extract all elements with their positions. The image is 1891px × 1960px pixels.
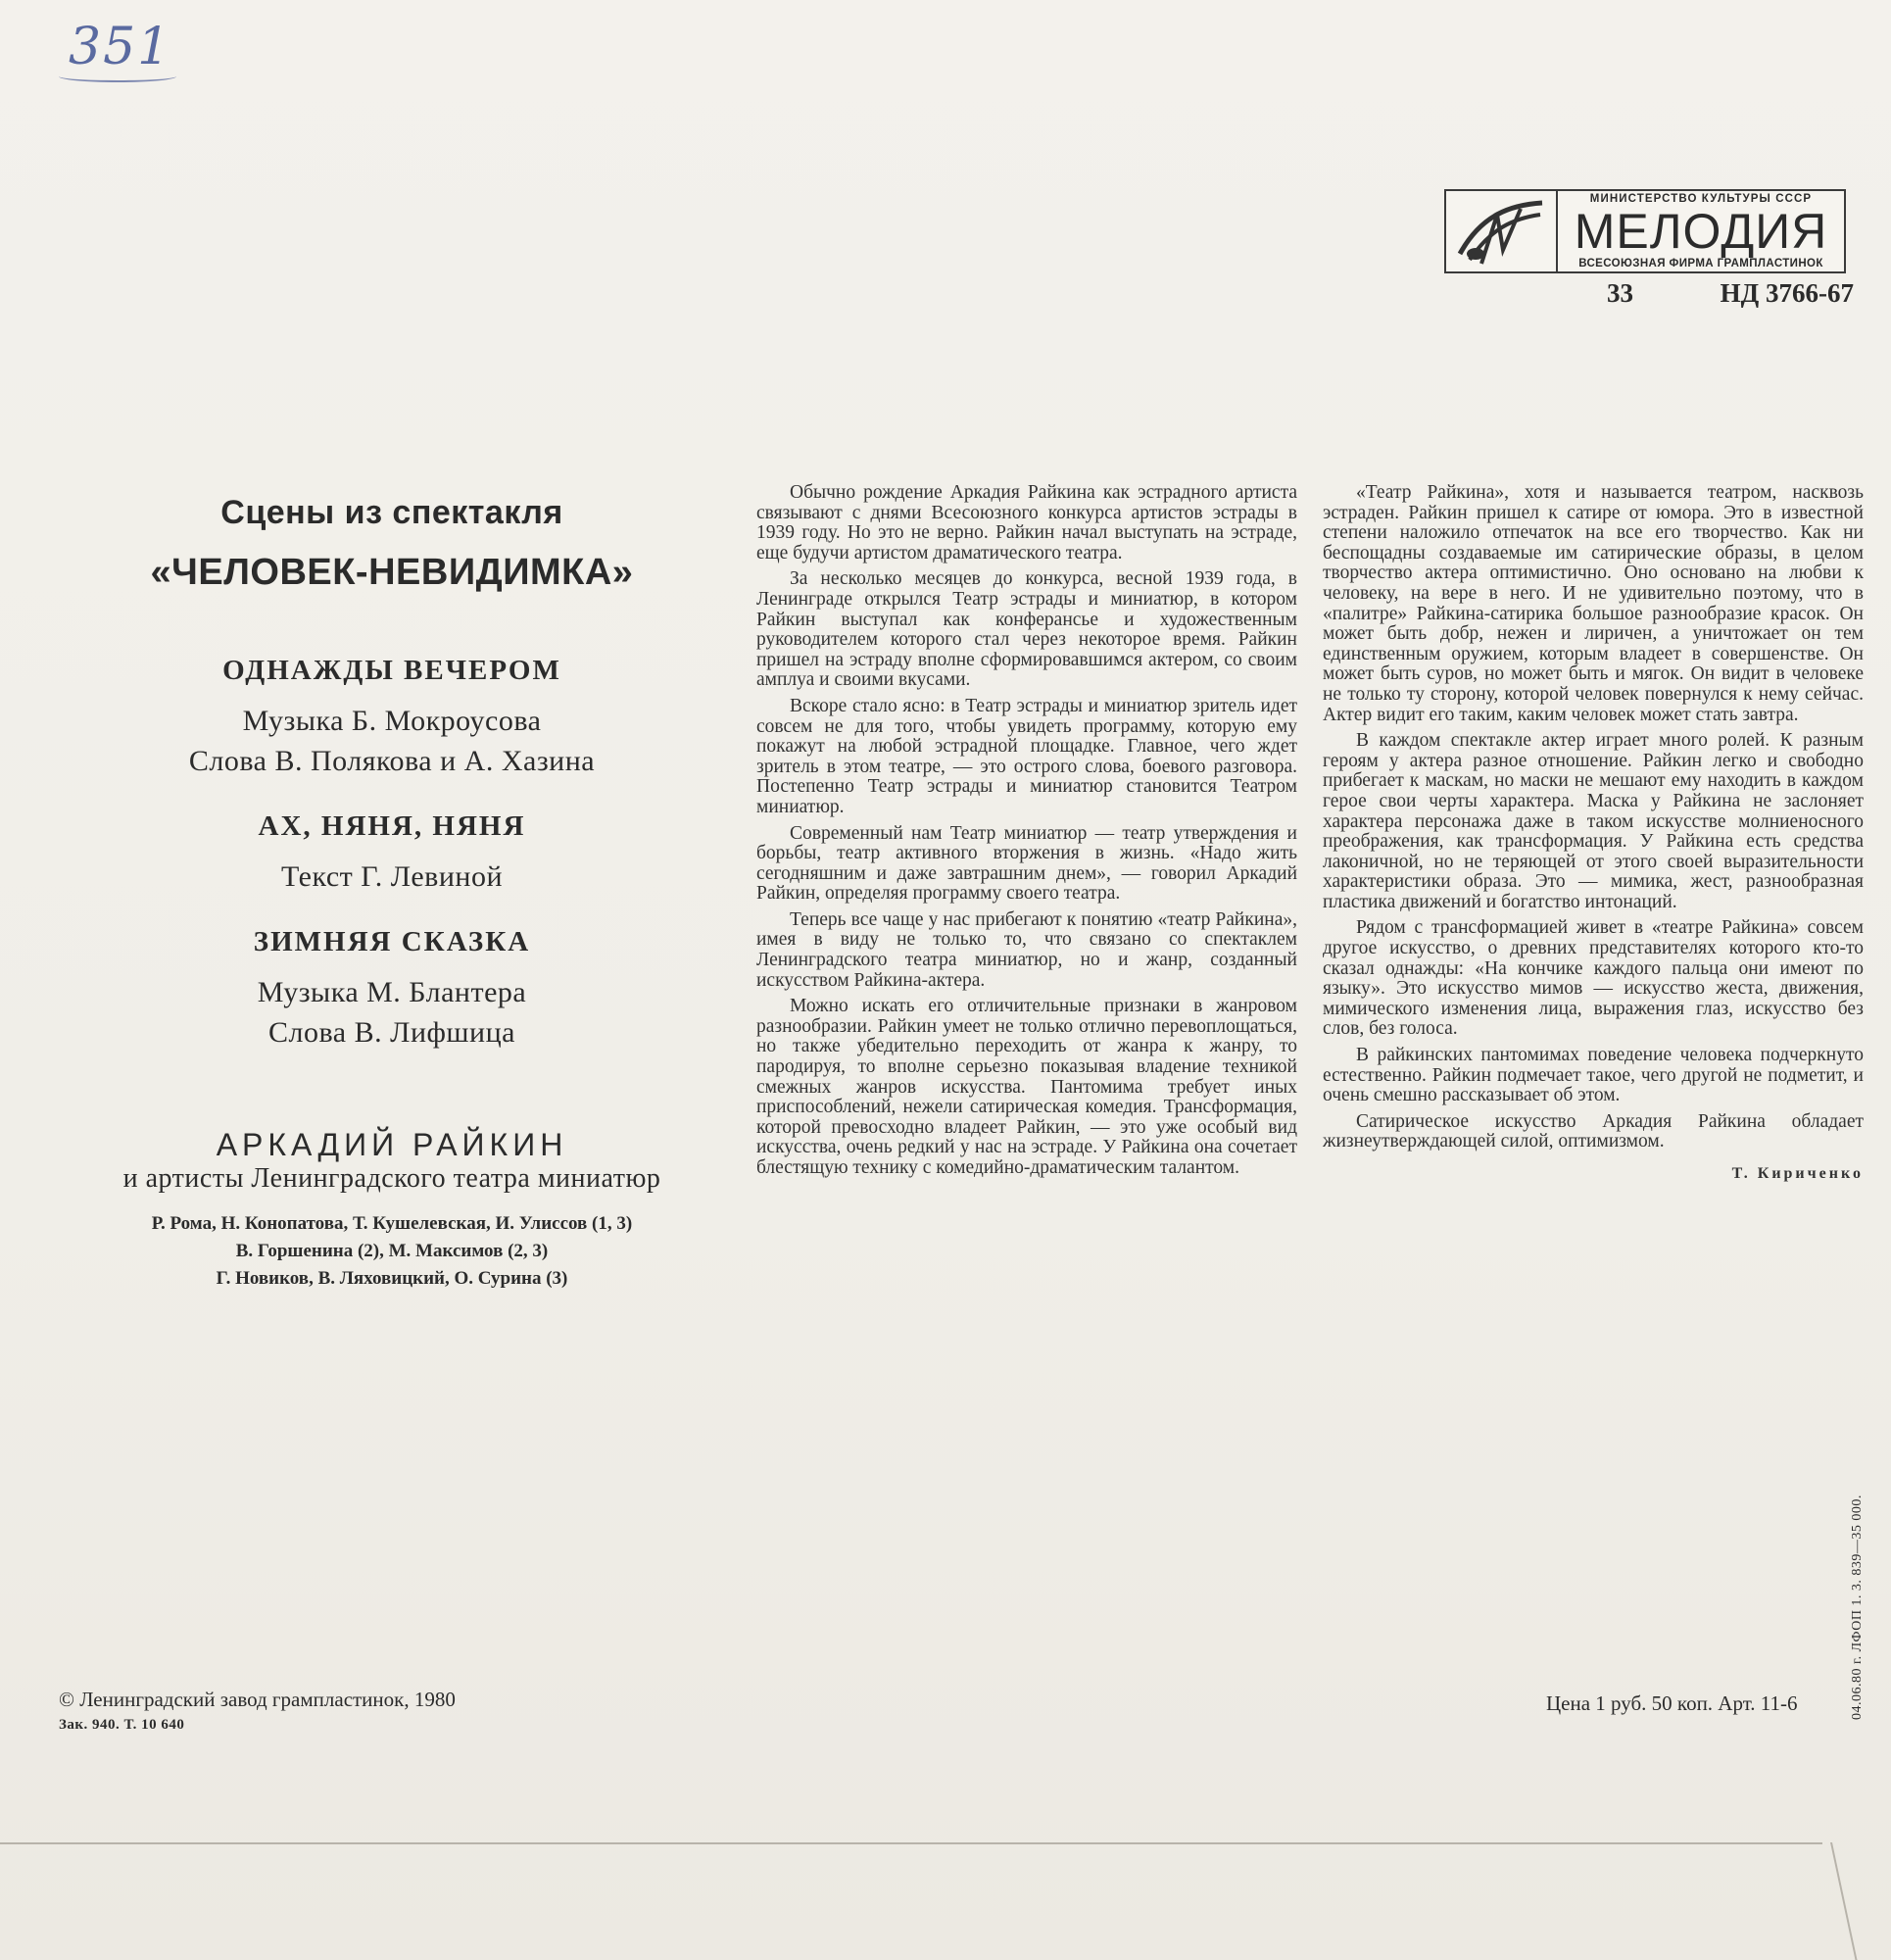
show-subtitle: Сцены из спектакля [220,494,563,531]
article-paragraph: За несколько месяцев до конкурса, весной 1939 года, в Ленинграде открылся Театр эстрады и миниатюр, в котором Райкин выступал как конферансье и художественным руководителем которого стал через некоторое время. Райкин пришел на эстраду вполне сформировавшимся актером, со своим амплуа и своими вкусами. [756,568,1297,691]
print-info: 04.06.80 г. ЛФОП 1. 3. 839—35 000. [1850,1494,1865,1720]
song-credit: Слова В. Полякова и А. Хазина [188,745,596,777]
article-paragraph: Сатирическое искусство Аркадия Райкина обладает жизнеутверждающей силой, оптимизмом. [1323,1110,1864,1152]
song-title: ОДНАЖДЫ ВЕЧЕРОМ [222,655,561,686]
performer-name: АРКАДИЙ РАЙКИН [216,1127,568,1162]
catalog-number [1607,278,1854,309]
song-credit: Музыка М. Блантера [257,976,527,1008]
article-paragraph: Современный нам Театр миниатюр — театр утверждения и борьбы, театр активного вторжения в жизнь. «Надо жить сегодняшним и даже завтрашним днем», — говорил Аркадий Райкин, определяя программу своего театра. [756,822,1297,905]
song-3 [54,926,730,1053]
melodiya-logo-icon [1446,191,1558,271]
price-label: Цена 1 руб. 50 коп. Арт. 11-6 [1546,1691,1798,1715]
sleeve-edge-bottom [0,1842,1822,1844]
song-2 [54,810,730,897]
article-paragraph: В каждом спектакле актер играет много ролей. К разным героям у актера разное отношение. Райкин легко и свободно прибегает к маскам, но маски не мешают ему находить в каждом герое свои черты характера. Маска у Райкина не заслоняет характера персонажа даже в таком искусстве молниеносного преображения, как трансформация. У Райкина есть средства лаконичной, но не теряющей от этого своей выразительности характеристики образа. Это — мимика, жест, разнообразная пластика движений и богатство интонаций. [1323,730,1864,912]
song-title: АХ, НЯНЯ, НЯНЯ [258,810,526,842]
record-speed: 33 [1607,278,1633,308]
cast-list [54,1210,730,1293]
cast-line: В. Горшенина (2), М. Максимов (2, 3) [235,1241,549,1261]
copyright-notice: © Ленинградский завод грампластинок, 1980 [59,1688,456,1711]
song-credit: Текст Г. Левиной [281,860,503,893]
cast-line: Р. Рома, Н. Конопатова, Т. Кушелевская, И. Улиссов (1, 3) [151,1213,633,1234]
article-paragraph: Теперь все чаще у нас прибегают к понятию «театр Райкина», имея в виду не только то, что связано со спектаклем Ленинградского театра миниатюр, но и жанр, созданный искусством Райкина-актера. [756,908,1297,991]
logo-firm: ВСЕСОЮЗНАЯ ФИРМА ГРАМПЛАСТИНОК [1578,258,1823,270]
article-author: Т. Кириченко [1731,1165,1864,1182]
order-number: Зак. 940. Т. 10 640 [59,1717,185,1733]
handwritten-number: 351 [69,18,172,76]
cast-line: Г. Новиков, В. Ляховицкий, О. Сурина (3) [216,1268,568,1289]
song-credit: Слова В. Лифшица [268,1016,515,1049]
catalog-code: НД 3766-67 [1720,278,1854,308]
logo-ministry: МИНИСТЕРСТВО КУЛЬТУРЫ СССР [1589,193,1813,205]
show-title: «ЧЕЛОВЕК-НЕВИДИМКА» [150,552,634,593]
song-title: ЗИМНЯЯ СКАЗКА [253,926,531,957]
article-paragraph: Рядом с трансформацией живет в «театре Райкина» совсем другое искусство, о древних представителях которого кто-то сказал однажды: «На кончике каждого пальца они имеют по языку». Это искусство мимов — искусство жеста, движения, мимического изменения лица, выражения глаз, искусство без слов, без голоса. [1323,917,1864,1040]
logo-brand: МЕЛОДИЯ [1574,204,1828,259]
handwritten-underline [59,71,176,82]
article-paragraph: Можно искать его отличительные признаки в жанровом разнообразии. Райкин умеет не только отлично перевоплощаться, но также убедительно переходить от жанра к жанру, то пародируя, то вполне серьезно показывая владение техникой смежных жанров искусства. Пантомима требует иных приспособлений, нежели сатирическая комедия. Трансформация, которой превосходно владеет Райкин, — это уже особый вид искусства, очень редкий у нас на эстраде. У Райкина она сочетает блестящую технику с комедийно-драматическим талантом. [756,996,1297,1178]
article-paragraph: «Театр Райкина», хотя и называется театром, насквозь эстраден. Райкин пришел к сатире от юмора. Это в известной степени наложило отпечаток на все его творчество. Как ни беспощадны создаваемые им сатирические образы, в целом творчество актера оптимистично. Оно основано на любви к человеку, на вере в него. И не удивительно поэтому, что в «палитре» Райкина-сатирика большое разнообразие красок. Он может быть добр, нежен и лиричен, а уничтожает он тем единственным оружием, которым владеет в совершенстве. Он может быть суров, но может быть и мягок. Он видит в человеке не только ту сторону, которой человек повернулся к нему сейчас. Актер видит его таким, каким человек может стать завтра. [1323,482,1864,725]
song-1 [54,655,730,781]
article-paragraph: Вскоре стало ясно: в Театр эстрады и миниатюр зритель идет совсем не для того, чтобы увидеть программу, которую ему покажут на любой эстрадной площадке. Главное, чего ждет зритель в этом театре, — это острого слова, боевого разговора. Постепенно Театр эстрады и миниатюр становится Театром миниатюр. [756,695,1297,817]
article-column-1 [756,483,1297,1185]
article-paragraph: Обычно рождение Аркадия Райкина как эстрадного артиста связывают с днями Всесоюзного конкурса артистов эстрады в 1939 году. Но это не верно. Райкин начал выступать на эстраде, еще будучи артистом драматического театра. [756,482,1297,564]
song-credit: Музыка Б. Мокроусова [242,705,542,737]
performer-subtitle: и артисты Ленинградского театра миниатюр [122,1163,661,1194]
melodiya-logo [1444,189,1846,273]
article-column-2 [1323,483,1864,1185]
article-paragraph: В райкинских пантомимах поведение человека подчеркнуто естественно. Райкин подмечает такое, чего другой не подметит, и очень смешно рассказывает об этом. [1323,1045,1864,1106]
program-block [54,480,730,1293]
